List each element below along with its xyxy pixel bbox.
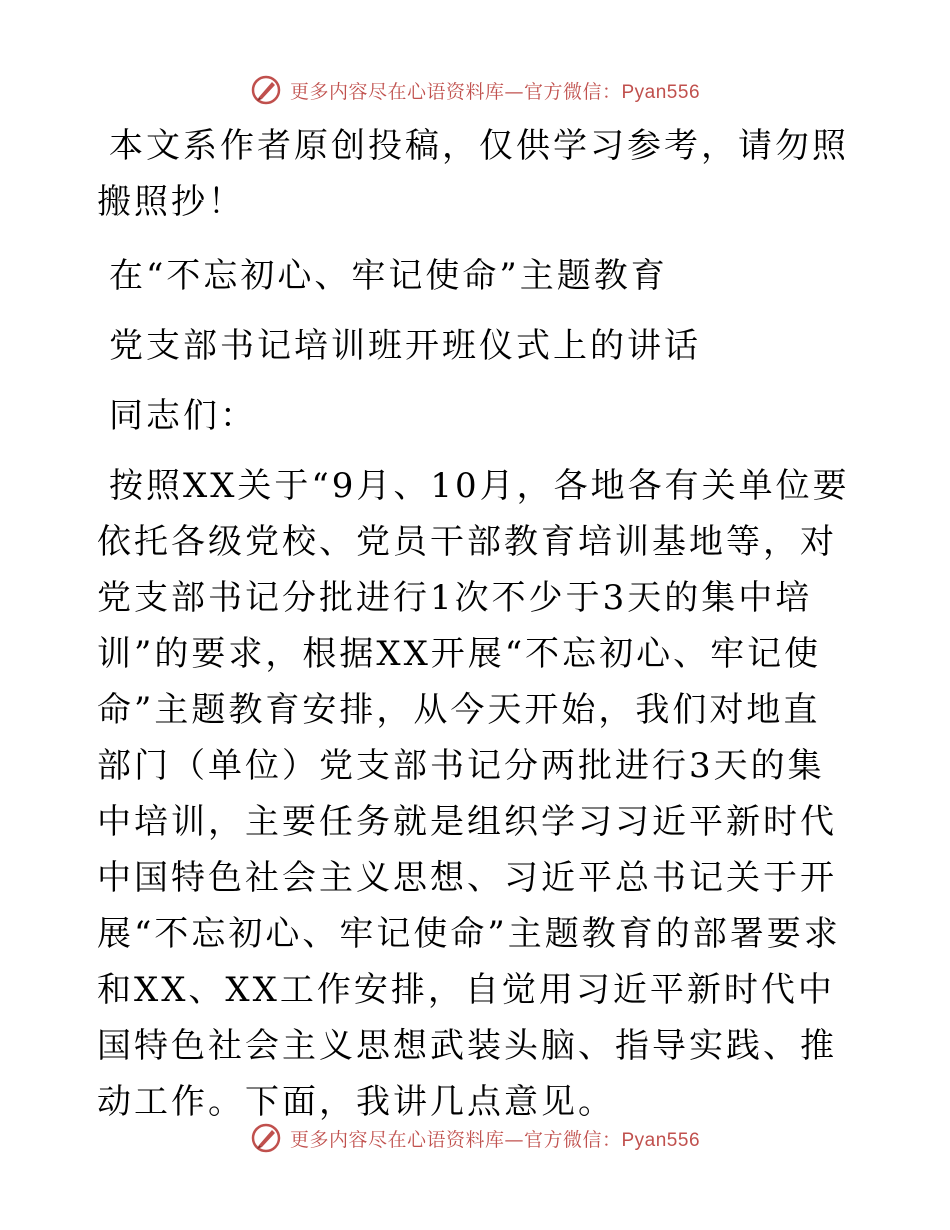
quill-logo-icon bbox=[250, 74, 282, 106]
copyright-notice: 本文系作者原创投稿，仅供学习参考，请勿照搬照抄！ bbox=[97, 126, 849, 222]
wechat-account: Pyan556 bbox=[621, 81, 701, 103]
footer-watermark-banner bbox=[0, 1116, 950, 1160]
header-watermark-banner bbox=[0, 68, 950, 112]
speech-title-line-1: 在“不忘初心、牢记使命”主题教育 bbox=[109, 256, 668, 296]
speech-title-line-2: 党支部书记培训班开班仪式上的讲话 bbox=[109, 326, 701, 366]
watermark-text: 更多内容尽在心语资料库—官方微信：Pyan556 bbox=[289, 1128, 701, 1151]
quill-logo-icon bbox=[250, 1122, 282, 1154]
watermark-text: 更多内容尽在心语资料库—官方微信：Pyan556 bbox=[289, 80, 701, 103]
salutation: 同志们： bbox=[109, 396, 257, 436]
wechat-account: Pyan556 bbox=[621, 1129, 701, 1151]
document-body bbox=[97, 118, 857, 1148]
body-paragraph: 按照XX关于“9月、10月，各地各有关单位要依托各级党校、党员干部教育培训基地等，对党支部书记分批进行1次不少于3天的集中培训”的要求，根据XX开展“不忘初心、牢记使命”主题教育安排，从今天开始，我们对地直部门（单位）党支部书记分两批进行3天的集中培训，主要任务就是组织学习习近平新时代中国特色社会主义思想、习近平总书记关于开展“不忘初心、牢记使命”主题教育的部署要求和XX、XX工作安排，自觉用习近平新时代中国特色社会主义思想武装头脑、指导实践、推动工作。下面，我讲几点意见。 bbox=[97, 466, 850, 1122]
